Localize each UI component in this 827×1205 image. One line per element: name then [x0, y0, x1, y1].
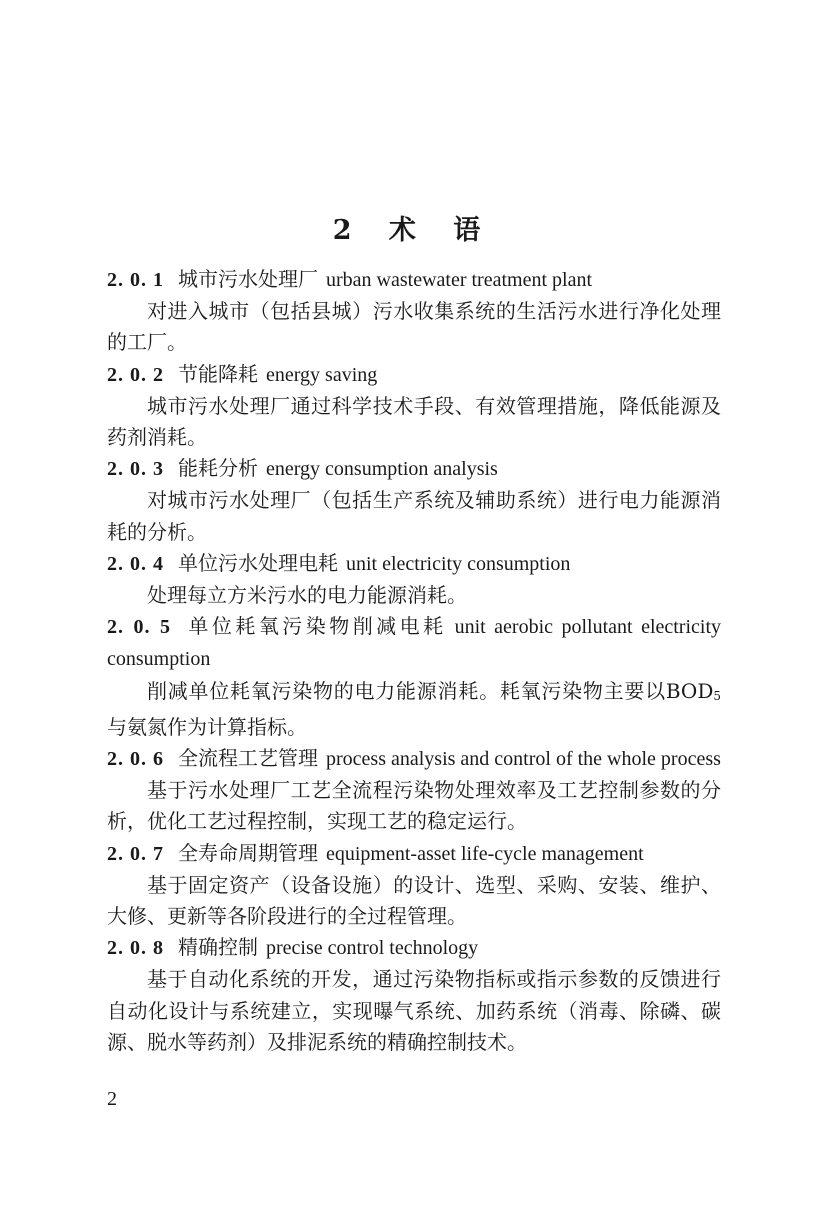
- term-heading: [107, 264, 721, 296]
- terms-list: [107, 264, 721, 1058]
- term-heading: [107, 548, 721, 580]
- term-zh: 城市污水处理厂: [178, 267, 318, 291]
- term-en: energy saving: [266, 363, 378, 386]
- term-zh: 全寿命周期管理: [178, 840, 318, 865]
- term-definition: [107, 676, 721, 743]
- definition-text: 削减单位耗氧污染物的电力能源消耗。耗氧污染物主要以BOD: [147, 678, 714, 703]
- term-en: unit aerobic pollutant electricity consumption: [107, 616, 722, 671]
- term-en: unit electricity consumption: [346, 552, 571, 575]
- term-zh: 单位耗氧污染物削减电耗: [184, 614, 447, 639]
- term-en: process analysis and control of the whole process: [326, 748, 721, 771]
- term-heading: [107, 453, 721, 485]
- term-zh: 单位污水处理电耗: [178, 550, 338, 575]
- term-number: 2. 0. 2: [107, 363, 164, 386]
- term-definition: 城市污水处理厂通过科学技术手段、有效管理措施，降低能源及药剂消耗。: [107, 393, 721, 450]
- term-number: 2. 0. 6: [107, 748, 164, 771]
- term-zh: 能耗分析: [178, 456, 258, 481]
- term-en: precise control technology: [266, 937, 479, 960]
- term-en: equipment-asset life-cycle management: [326, 842, 644, 865]
- term-definition: 基于自动化系统的开发，通过污染物指标或指示参数的反馈进行自动化设计与系统建立，实现曝气系统、加药系统（消毒、除磷、碳源、脱水等药剂）及排泥系统的精确控制技术。: [107, 967, 721, 1054]
- term-number: 2. 0. 5: [107, 616, 171, 639]
- term-definition: 对城市污水处理厂（包括生产系统及辅助系统）进行电力能源消耗的分析。: [107, 488, 721, 544]
- term-en: energy consumption analysis: [266, 458, 498, 481]
- term-heading: [107, 838, 721, 870]
- term-definition: 基于污水处理厂工艺全流程污染物处理效率及工艺控制参数的分析，优化工艺过程控制，实现工艺的稳定运行。: [107, 778, 721, 834]
- term-heading: [107, 359, 721, 391]
- term-heading: [107, 611, 721, 675]
- term-number: 2. 0. 7: [107, 842, 164, 865]
- term-heading: [107, 932, 721, 964]
- term-zh: 节能降耗: [178, 361, 258, 386]
- term-heading: [107, 743, 721, 775]
- definition-text: 与氨氮作为计算指标。: [107, 714, 307, 739]
- term-number: 2. 0. 8: [107, 937, 164, 960]
- term-zh: 全流程工艺管理: [178, 746, 318, 771]
- term-definition: 处理每立方米污水的电力能源消耗。: [147, 583, 467, 608]
- term-number: 2. 0. 4: [107, 552, 164, 575]
- term-zh: 精确控制: [178, 935, 258, 960]
- term-number: 2. 0. 1: [107, 269, 164, 291]
- term-definition: 基于固定资产（设备设施）的设计、选型、采购、安装、维护、大修、更新等各阶段进行的全过程管理。: [107, 872, 721, 929]
- term-en: urban wastewater treatment plant: [326, 269, 592, 291]
- subscript: 5: [713, 688, 721, 703]
- chapter-title: 2 术 语: [332, 215, 495, 246]
- page-number: 2: [107, 1088, 117, 1110]
- term-number: 2. 0. 3: [107, 458, 164, 481]
- term-definition: 对进入城市（包括县城）污水收集系统的生活污水进行净化处理的工厂。: [107, 299, 721, 355]
